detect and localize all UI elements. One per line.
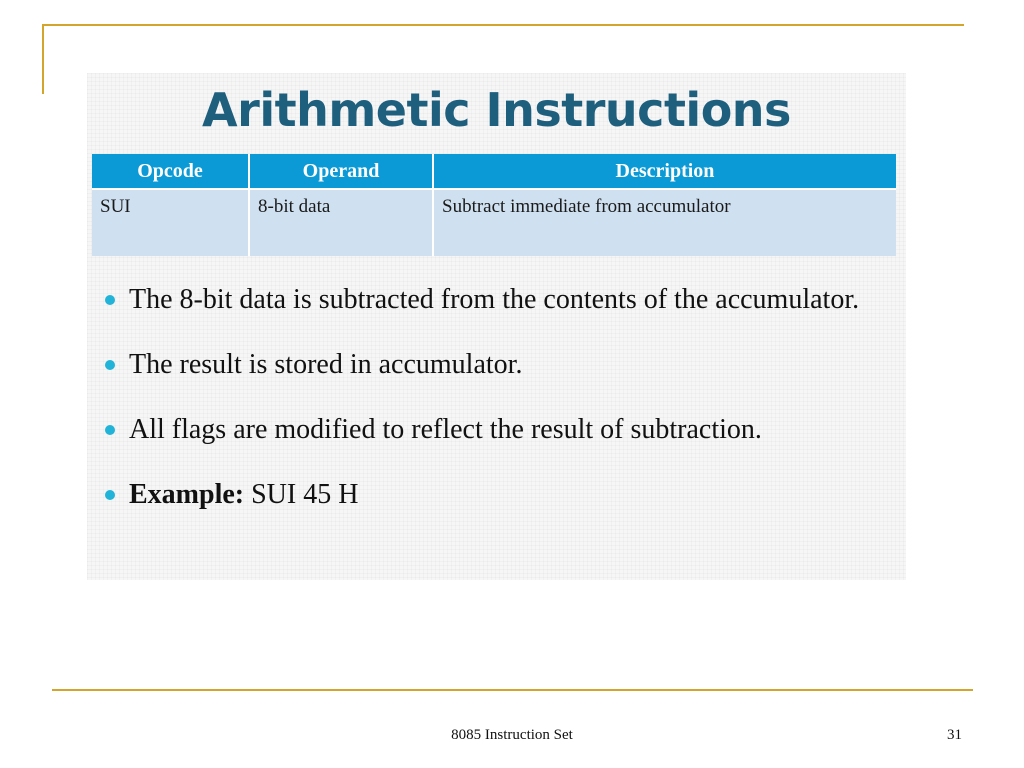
bullet-text: All flags are modified to reflect the result of subtraction. (129, 414, 762, 445)
page-number: 31 (947, 727, 962, 743)
header-opcode: Opcode (92, 154, 249, 189)
list-item (103, 282, 863, 318)
table-row (92, 189, 896, 256)
instruction-table (92, 154, 896, 256)
table-header-row (92, 154, 896, 189)
bullet-dot-icon (105, 360, 115, 370)
slide-title: Arithmetic Instructions (202, 83, 791, 137)
bullet-dot-icon (105, 490, 115, 500)
bullet-text: The 8-bit data is subtracted from the contents of the accumulator. (129, 284, 860, 315)
header-operand: Operand (249, 154, 433, 189)
header-description: Description (433, 154, 896, 189)
bullet-text: The result is stored in accumulator. (129, 349, 523, 380)
cell-operand: 8-bit data (249, 189, 433, 256)
list-item (103, 347, 863, 383)
cell-opcode: SUI (92, 189, 249, 256)
example-text: SUI 45 H (251, 479, 359, 510)
cell-description: Subtract immediate from accumulator (433, 189, 896, 256)
top-accent-line (42, 24, 964, 26)
bullet-list (103, 282, 863, 542)
list-item (103, 412, 863, 448)
example-label: Example: (129, 479, 245, 510)
bullet-dot-icon (105, 425, 115, 435)
footer-accent-line (52, 689, 973, 691)
bullet-dot-icon (105, 295, 115, 305)
footer-title: 8085 Instruction Set (451, 727, 573, 743)
left-accent-line (42, 24, 44, 94)
list-item (103, 477, 863, 513)
